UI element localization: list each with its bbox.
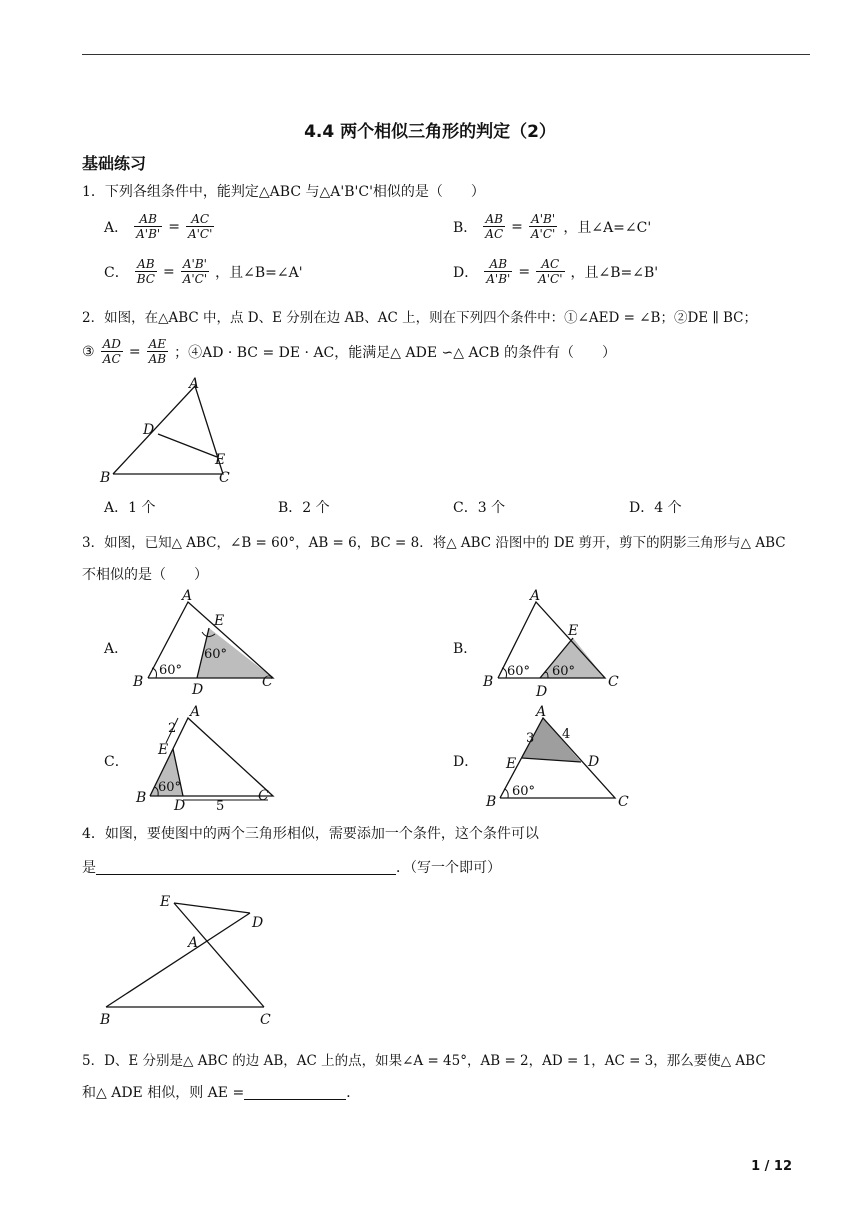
q3-option-d-label: D． <box>453 754 479 770</box>
svg-text:A: A <box>182 588 193 604</box>
label-b: B <box>100 470 111 486</box>
q3-stem-line2: 不相似的是（ ） <box>82 567 208 583</box>
svg-text:D: D <box>192 682 204 698</box>
q3-figure-b <box>478 588 638 698</box>
svg-text:3: 3 <box>526 731 535 746</box>
svg-text:E: E <box>568 623 579 639</box>
q4-figure <box>92 885 282 1030</box>
svg-text:B: B <box>133 674 144 690</box>
header-rule <box>82 54 810 55</box>
svg-text:B: B <box>136 790 147 806</box>
svg-text:B: B <box>486 794 497 810</box>
svg-text:60°: 60° <box>512 784 536 799</box>
q1-option-b: B． $\frac{AB}{AC}$ = $\frac{A'B'}{A'C'}$ ，且∠A=∠C' <box>453 212 652 241</box>
q4-stem-line1: 4．如图，要使图中的两个三角形相似，需要添加一个条件，这个条件可以 <box>82 826 539 842</box>
svg-text:60°: 60° <box>507 664 531 679</box>
svg-text:D: D <box>174 798 186 812</box>
svg-text:A: A <box>530 588 541 604</box>
q4-stem-line2: 是 ．（写一个即可） <box>82 860 501 876</box>
q3-option-a-label: A． <box>104 641 129 657</box>
svg-text:A: A <box>536 704 547 720</box>
q1-option-c: C． $\frac{AB}{BC}$ = $\frac{A'B'}{A'C'}$ ，且∠B=∠A' <box>104 257 303 286</box>
svg-text:4: 4 <box>562 727 571 742</box>
label-d: D <box>143 422 155 438</box>
q1-option-d: D． $\frac{AB}{A'B'}$ = $\frac{AC}{A'C'}$ ，且∠B=∠B' <box>453 257 659 286</box>
label-c: C <box>219 470 230 486</box>
q4-answer-blank[interactable] <box>96 860 396 875</box>
svg-text:E: E <box>214 613 225 629</box>
q2-option-d: D．4 个 <box>629 500 682 516</box>
svg-text:E: E <box>158 742 169 758</box>
svg-text:B: B <box>100 1012 111 1028</box>
q2-option-b: B．2 个 <box>278 500 330 516</box>
svg-text:D: D <box>588 754 600 770</box>
q5-answer-blank[interactable] <box>244 1085 346 1100</box>
q3-figure-d <box>478 700 638 812</box>
svg-text:C: C <box>260 1012 271 1028</box>
section-heading: 基础练习 <box>82 154 147 173</box>
svg-text:C: C <box>258 788 269 804</box>
q1-option-a: A． $\frac{AB}{A'B'}$ = $\frac{AC}{A'C'}$ <box>104 212 213 241</box>
q3-option-c-label: C． <box>104 754 129 770</box>
svg-text:5: 5 <box>216 799 225 812</box>
page-title: 4.4 两个相似三角形的判定（2） <box>304 122 556 142</box>
q3-option-b-label: B． <box>453 641 478 657</box>
page-number: 1 / 12 <box>751 1159 792 1174</box>
q5-stem-line1: 5．D、E 分别是△ ABC 的边 AB，AC 上的点，如果∠A = 45°，AB = 2，AD = 1，AC = 3，那么要使△ ABC <box>82 1053 766 1069</box>
q2-stem-line2: ③ $\frac{AD}{AC}$ = $\frac{AE}{AB}$ ；④AD · BC = DE · AC，能满足△ ADE ∽△ ACB 的条件有（ ） <box>82 337 617 366</box>
svg-text:60°: 60° <box>204 647 228 662</box>
svg-text:60°: 60° <box>159 663 183 678</box>
svg-text:A: A <box>188 935 199 951</box>
label-e: E <box>215 452 226 468</box>
q3-figure-c <box>128 702 288 812</box>
q5-stem-line2: 和△ ADE 相似，则 AE = ． <box>82 1085 361 1101</box>
q2-option-a: A．1 个 <box>104 500 156 516</box>
q3-figure-a <box>128 588 288 698</box>
label-a: A <box>189 376 200 392</box>
q2-stem-line1: 2．如图，在△ABC 中，点 D、E 分别在边 AB、AC 上，则在下列四个条件中：①∠AED = ∠B；②DE ∥ BC； <box>82 310 757 326</box>
svg-text:C: C <box>618 794 629 810</box>
q3-stem-line1: 3．如图，已知△ ABC，∠B = 60°，AB = 6，BC = 8．将△ ABC 沿图中的 DE 剪开，剪下的阴影三角形与△ ABC <box>82 535 786 551</box>
q2-triangle-figure <box>95 372 245 487</box>
svg-text:60°: 60° <box>158 780 182 795</box>
svg-text:D: D <box>536 684 548 698</box>
svg-text:E: E <box>506 756 517 772</box>
svg-text:B: B <box>483 674 494 690</box>
svg-text:D: D <box>252 915 264 931</box>
svg-text:C: C <box>608 674 619 690</box>
svg-text:60°: 60° <box>552 664 576 679</box>
q1-stem: 1．下列各组条件中，能判定△ABC 与△A'B'C'相似的是（ ） <box>82 184 485 200</box>
svg-text:C: C <box>262 674 273 690</box>
q2-option-c: C．3 个 <box>453 500 506 516</box>
svg-text:2: 2 <box>168 721 177 736</box>
svg-text:A: A <box>190 704 201 720</box>
svg-text:E: E <box>160 894 171 910</box>
